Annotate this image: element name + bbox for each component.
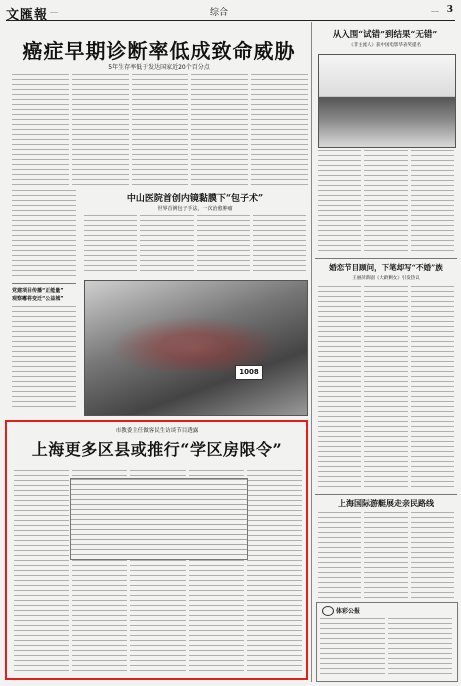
lead-body-text <box>12 74 308 186</box>
feature-pull-quote-box <box>70 478 248 560</box>
ice-skating-photo <box>318 54 456 148</box>
page-info: —— <box>431 9 439 14</box>
right-mid-subheadline: 王丽萍新剧《大龄剩女》引发热议 <box>352 276 420 281</box>
left-article-headline-2: 观察嘟将变迁“公益城” <box>12 296 64 302</box>
section-name: 综合 <box>210 8 229 18</box>
mid-article-headline: 中山医院首创内镜黏膜下“包子术” <box>126 194 264 204</box>
lottery-title: 体彩公报 <box>336 608 361 615</box>
left-article-body <box>12 306 76 411</box>
feature-headline: 上海更多区县或推行“学区房限令” <box>31 440 283 459</box>
right-divider-2 <box>315 494 457 495</box>
column-divider <box>311 22 312 682</box>
lead-headline: 癌症早期诊断率低成致命威胁 <box>22 39 296 63</box>
left-divider <box>12 283 76 284</box>
lottery-logo-icon <box>322 606 334 616</box>
right-top-headline: 从入围“试错”到结果“无错” <box>332 30 438 40</box>
newspaper-logo: 文匯報 <box>6 8 49 23</box>
lottery-results-text <box>320 618 452 676</box>
left-column-text <box>12 190 76 280</box>
masthead-date-line: —— <box>50 10 58 15</box>
right-mid-headline: 婚恋节目顾问，下笔却写“不婚”族 <box>329 263 443 272</box>
lead-subheadline: 5年生存率低于发达国家近20个百分点 <box>108 64 210 71</box>
right-bottom-body <box>318 512 454 600</box>
right-top-body <box>318 150 454 255</box>
right-top-subheadline: 《非主流人》获中国电影华表奖提名 <box>349 43 421 48</box>
right-mid-body <box>318 286 454 491</box>
mid-article-subheadline: 世界首例包子手法，一次治愈肿瘤 <box>157 206 233 212</box>
feature-kicker: 市教委主任做客民生访谈节目透露 <box>115 428 199 434</box>
bib-number: 1008 <box>235 365 263 380</box>
right-divider-1 <box>315 258 457 259</box>
left-article-headline-1: 党建项目传播“正能量” <box>12 288 64 294</box>
page-number: 3 <box>446 5 453 15</box>
mid-article-body <box>84 215 306 275</box>
runners-news-photo <box>84 280 308 416</box>
right-bottom-headline: 上海国际游艇展走亲民路线 <box>338 498 434 508</box>
masthead-rule <box>6 20 455 21</box>
